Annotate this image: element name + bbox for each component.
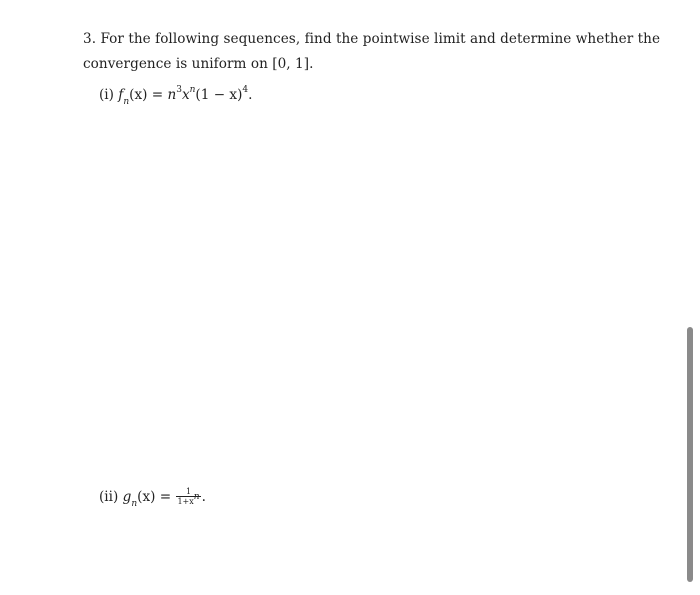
part-i-exponent-3: 3 — [176, 85, 182, 96]
part-ii-function-name: g — [122, 489, 132, 506]
part-ii-denominator-base: 1+x — [177, 497, 194, 506]
part-ii-fraction — [176, 487, 200, 506]
part-i-label: (i) — [99, 87, 114, 103]
problem-statement-line-2: convergence is uniform on [0, 1]. — [83, 56, 314, 72]
part-ii-denominator-exponent: n — [193, 492, 200, 503]
part-i-x: x — [181, 87, 190, 103]
part-i-period: . — [248, 87, 253, 103]
part-ii-label: (ii) — [99, 489, 119, 506]
part-ii-numerator: 1 — [176, 487, 200, 497]
part-i-exponent-n: n — [189, 85, 196, 96]
part-i-subscript: n — [123, 96, 130, 107]
part-i-exponent-4: 4 — [242, 85, 249, 96]
vertical-scrollbar[interactable] — [687, 327, 693, 582]
problem-statement-line-1: 3. For the following sequences, find the pointwise limit and determine whether the — [83, 31, 661, 47]
part-i-n: n — [167, 87, 177, 103]
part-ii — [99, 487, 206, 509]
part-ii-denominator — [176, 492, 200, 506]
part-ii-period: . — [201, 489, 206, 506]
part-i-function-name: f — [118, 87, 124, 103]
part-i-argument: (x) = — [129, 87, 168, 103]
part-ii-subscript: n — [131, 498, 138, 509]
part-ii-argument: (x) = — [137, 489, 176, 506]
part-i — [99, 85, 253, 107]
part-i-factor: (1 − x) — [195, 87, 243, 103]
